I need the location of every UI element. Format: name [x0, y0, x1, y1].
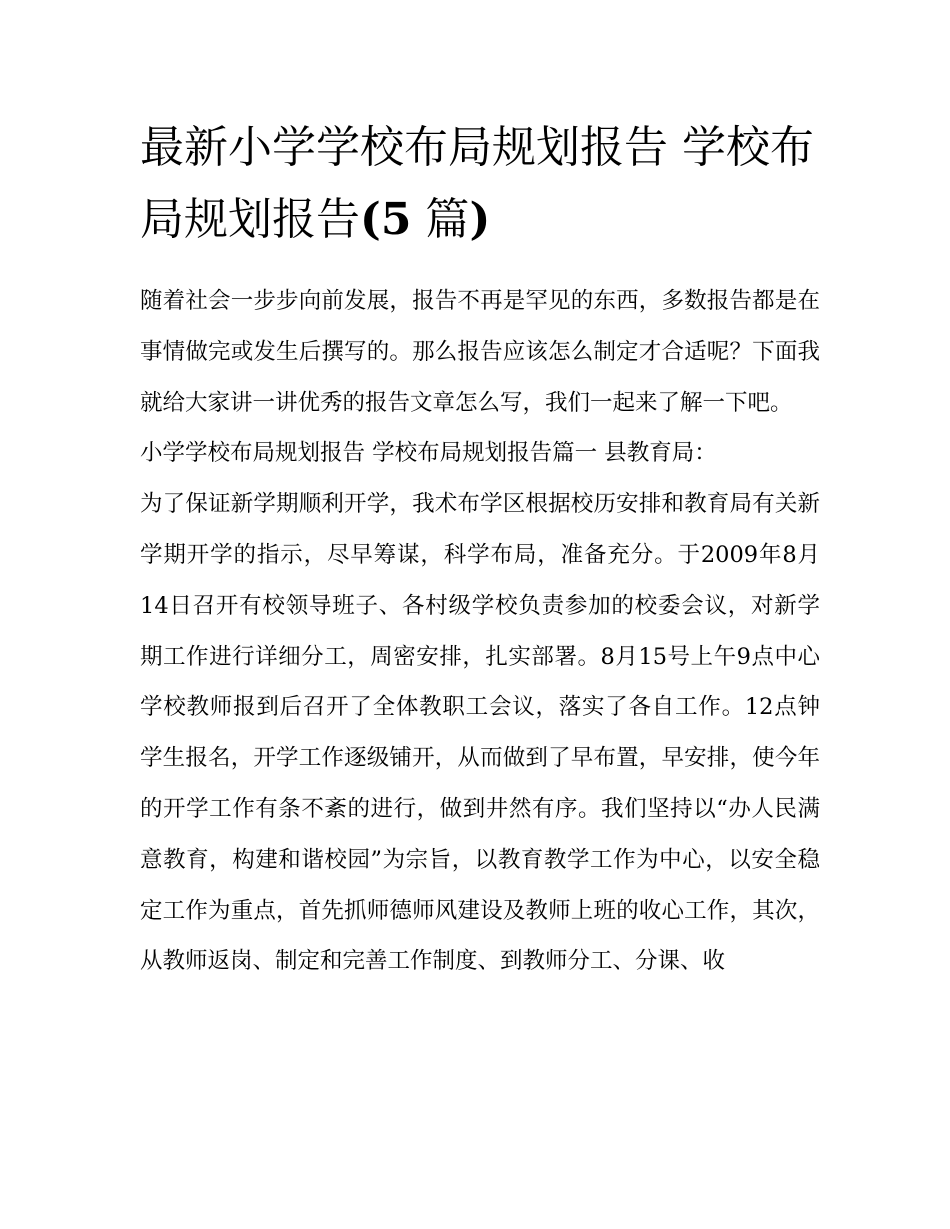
title-count-open: (5 — [360, 194, 412, 245]
title-text: 最新小学学校布局规划报告 学校布局规划报告 — [140, 122, 814, 245]
paragraph-heading: 小学学校布局规划报告 学校布局规划报告篇一 县教育局： — [140, 440, 717, 467]
title-count-unit: 篇 — [411, 194, 470, 245]
document-body — [140, 276, 820, 987]
paragraph-intro: 随着社会一步步向前发展，报告不再是罕见的东西，多数报告都是在事情做完或发生后撰写的。那么报告应该怎么制定才合适呢？下面我就给大家讲一讲优秀的报告文章怎么写，我们一起来了解一下吧。 — [140, 288, 820, 416]
document-title — [140, 112, 820, 256]
title-count-close: ) — [469, 194, 491, 245]
paragraph-main: 为了保证新学期顺利开学，我术布学区根据校历安排和教育局有关新学期开学的指示，尽早筹谋，科学布局，准备充分。于2009年8月14日召开有校领导班子、各村级学校负责参加的校委会议，对新学期工作进行详细分工，周密安排，扎实部署。8月15号上午9点中心学校教师报到后召开了全体教职工会议，落实了各自工作。12点钟学生报名，开学工作逐级铺开，从而做到了早布置，早安排，使今年的开学工作有条不紊的进行，做到井然有序。我们坚持以“办人民满意教育，构建和谐校园”为宗旨，以教育教学工作为中心，以安全稳定工作为重点，首先抓师德师风建设及教师上班的收心工作，其次，从教师返岗、制定和完善工作制度、到教师分工、分课、收 — [140, 491, 820, 975]
